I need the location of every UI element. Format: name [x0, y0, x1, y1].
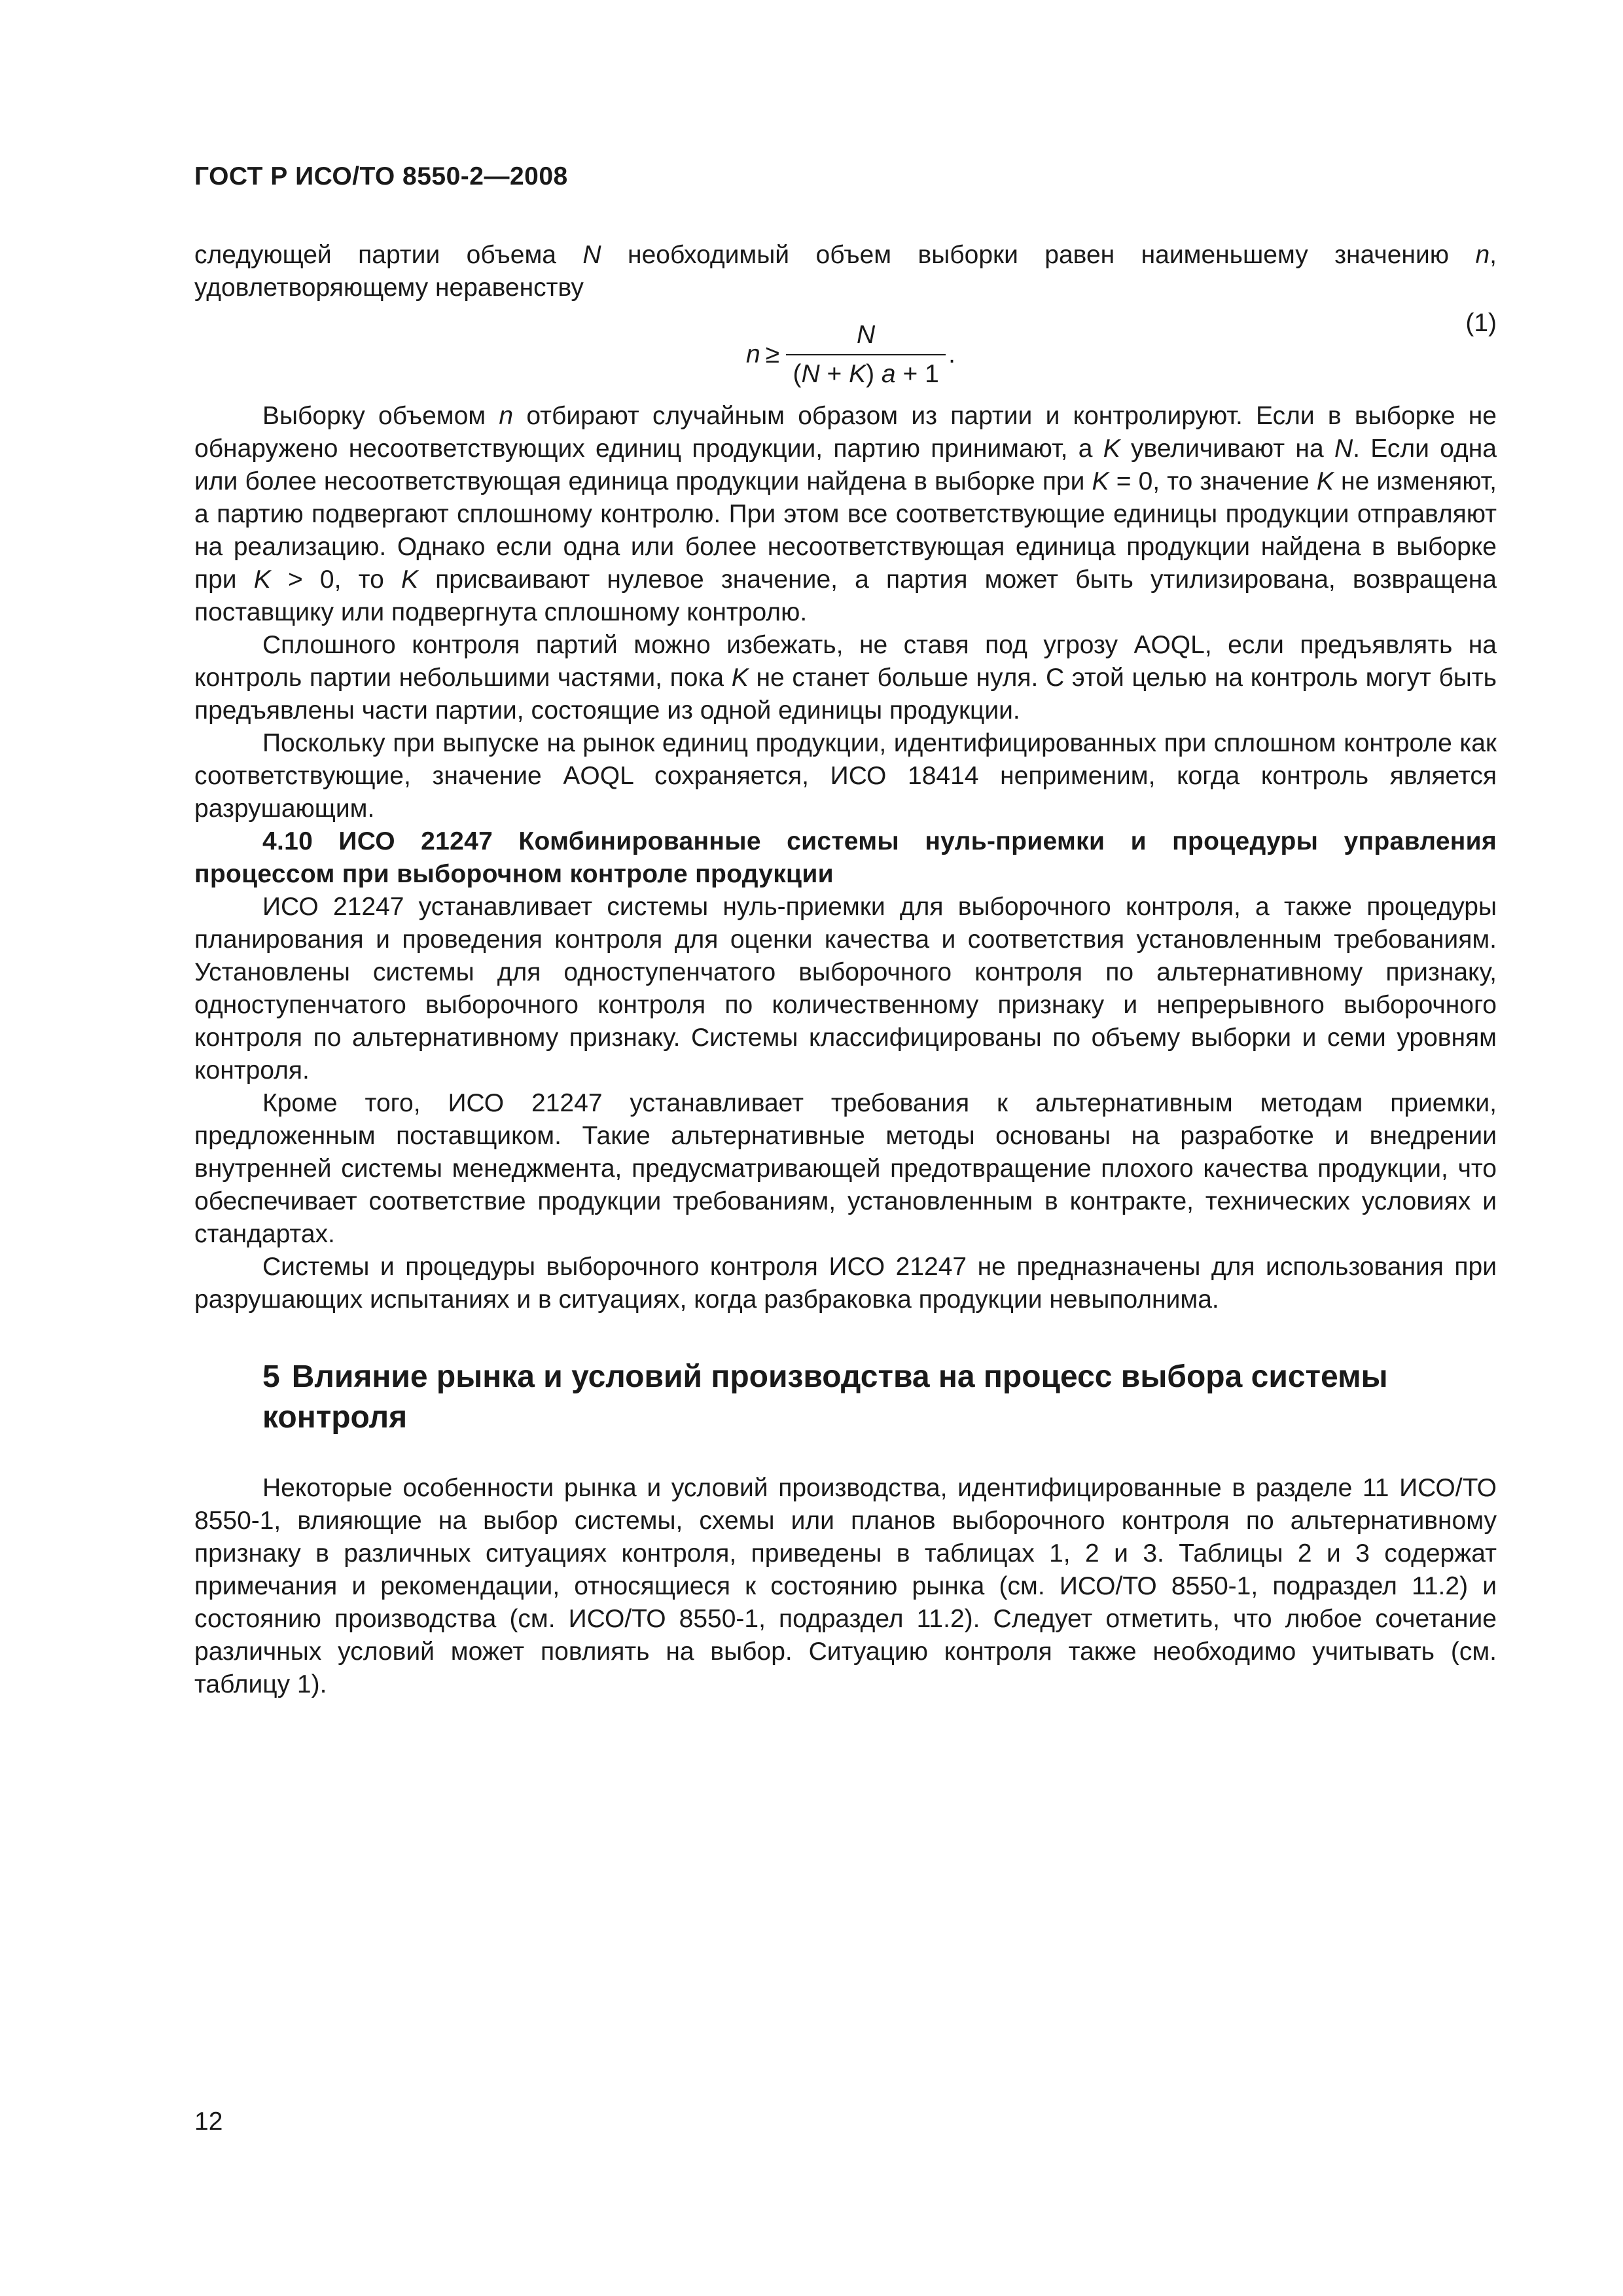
- text-run: увеличивают на: [1120, 435, 1334, 463]
- formula-number: (1): [1465, 309, 1497, 337]
- subsection-paragraph: Кроме того, ИСО 21247 устанавливает требования к альтернативным методам приемки, предложенным поставщиком. Такие альтернативные методы основаны на разработке и внедрении внутренней системы менеджмента, предусматривающей предотвращение плохого качества продукции, что обеспечивает соответствие продукции требованиям, установленным в контракте, технических условиях и стандартах.: [194, 1089, 1497, 1248]
- section-title: Влияние рынка и условий производства на процесс выбора системы контроля: [262, 1359, 1388, 1435]
- text-run: = 0, то значение: [1109, 467, 1317, 495]
- subsection-4-10-title: 4.10 ИСО 21247 Комбинированные системы нуль-приемки и процедуры управления процессом при выборочном контроле продукции: [194, 827, 1497, 888]
- formula-numerator: N: [786, 319, 946, 355]
- variable: N: [801, 360, 820, 388]
- paragraph-aoql: Поскольку при выпуске на рынок единиц продукции, идентифицированных при сплошном контроле как соответствующие, значение AOQL сохраняется, ИСО 18414 неприменим, когда контроль является разрушающим.: [194, 729, 1497, 823]
- text-run: Выборку объемом: [262, 402, 499, 430]
- variable: N: [582, 241, 601, 269]
- variable: K: [849, 360, 866, 388]
- paren: (: [793, 360, 802, 388]
- variable: n: [1475, 241, 1490, 269]
- subsection-paragraph: ИСО 21247 устанавливает системы нуль-приемки для выборочного контроля, а также процедуры планирования и проведения контроля для оценки качества и соответствия установленным требованиям. Установлены системы для одноступенчатого выборочного контроля по альтернативному признаку, одноступенчатого выборочного контроля по количественному признаку и непрерывного выборочного контроля по альтернативному признаку. Системы классифицированы по объему выборки и семи уровням контроля.: [194, 893, 1497, 1085]
- intro-paragraph: [194, 239, 1497, 304]
- paren: ): [866, 360, 882, 388]
- formula-lhs: n: [746, 340, 760, 368]
- variable: K: [1103, 435, 1120, 463]
- text-run: не изменяют, а партию подвергают сплошному контролю. При этом все соответствующие единицы продукции отправляют на реализацию. Однако если одна или более несоответствующая единица продукции найдена в выборке при: [194, 467, 1497, 594]
- variable: K: [1092, 467, 1109, 495]
- formula-fraction: [786, 319, 946, 391]
- formula-expression: [746, 319, 955, 391]
- paragraph-sampling: [194, 400, 1497, 629]
- variable: K: [731, 664, 749, 692]
- variable: K: [401, 565, 418, 594]
- text-run: , удовлетворяющему неравенству: [194, 241, 1497, 302]
- document-code-header: ГОСТ Р ИСО/ТО 8550-2—2008: [194, 162, 568, 190]
- paragraph-continuous-control: [194, 629, 1497, 727]
- text-run: не станет больше нуля. С этой целью на контроль могут быть предъявлены части партии, состоящие из одной единицы продукции.: [194, 664, 1497, 725]
- text-run: присваивают нулевое значение, а партия может быть утилизирована, возвращена поставщику или подвергнута сплошному контролю.: [194, 565, 1497, 626]
- page-body: [194, 239, 1497, 1701]
- section-number: 5: [262, 1359, 280, 1394]
- section-5-heading: [194, 1357, 1497, 1438]
- variable: a: [881, 360, 896, 388]
- text-run: отбирают случайным образом из партии и контролируют. Если в выборке не обнаружено несоответствующих единиц продукции, партию принимают, а: [194, 402, 1497, 463]
- text-run: . Если одна или более несоответствующая единица продукции найдена в выборке при: [194, 435, 1497, 495]
- text-run: необходимый объем выборки равен наименьшему значению: [601, 241, 1476, 269]
- operator: + 1: [895, 360, 939, 388]
- operator: +: [819, 360, 849, 388]
- page-number: 12: [194, 2108, 223, 2136]
- variable: K: [1316, 467, 1334, 495]
- formula-relation: ≥: [765, 340, 780, 368]
- variable: N: [1334, 435, 1353, 463]
- text-run: следующей партии объема: [194, 241, 583, 269]
- formula-1: [194, 307, 1497, 400]
- subsection-paragraph: Системы и процедуры выборочного контроля ИСО 21247 не предназначены для использования при разрушающих испытаниях и в ситуациях, когда разбраковка продукции невыполнима.: [194, 1253, 1497, 1314]
- formula-period: .: [948, 340, 955, 368]
- text-run: Сплошного контроля партий можно избежать, не ставя под угрозу AOQL, если предъявлять на контроль партии небольшими частями, пока: [194, 631, 1497, 692]
- text-run: > 0, то: [270, 565, 401, 594]
- section-5-paragraph: Некоторые особенности рынка и условий производства, идентифицированные в разделе 11 ИСО/ТО 8550-1, влияющие на выбор системы, схемы или планов выборочного контроля по альтернативному признаку в различных ситуациях контроля, приведены в таблицах 1, 2 и 3. Таблицы 2 и 3 содержат примечания и рекомендации, относящиеся к состоянию рынка (см. ИСО/ТО 8550-1, подраздел 11.2) и состоянию производства (см. ИСО/ТО 8550-1, подраздел 11.2). Следует отметить, что любое сочетание различных условий может повлиять на выбор. Ситуацию контроля также необходимо учитывать (см. таблицу 1).: [194, 1474, 1497, 1698]
- variable: n: [499, 402, 514, 430]
- variable: K: [253, 565, 271, 594]
- formula-denominator: [793, 355, 938, 391]
